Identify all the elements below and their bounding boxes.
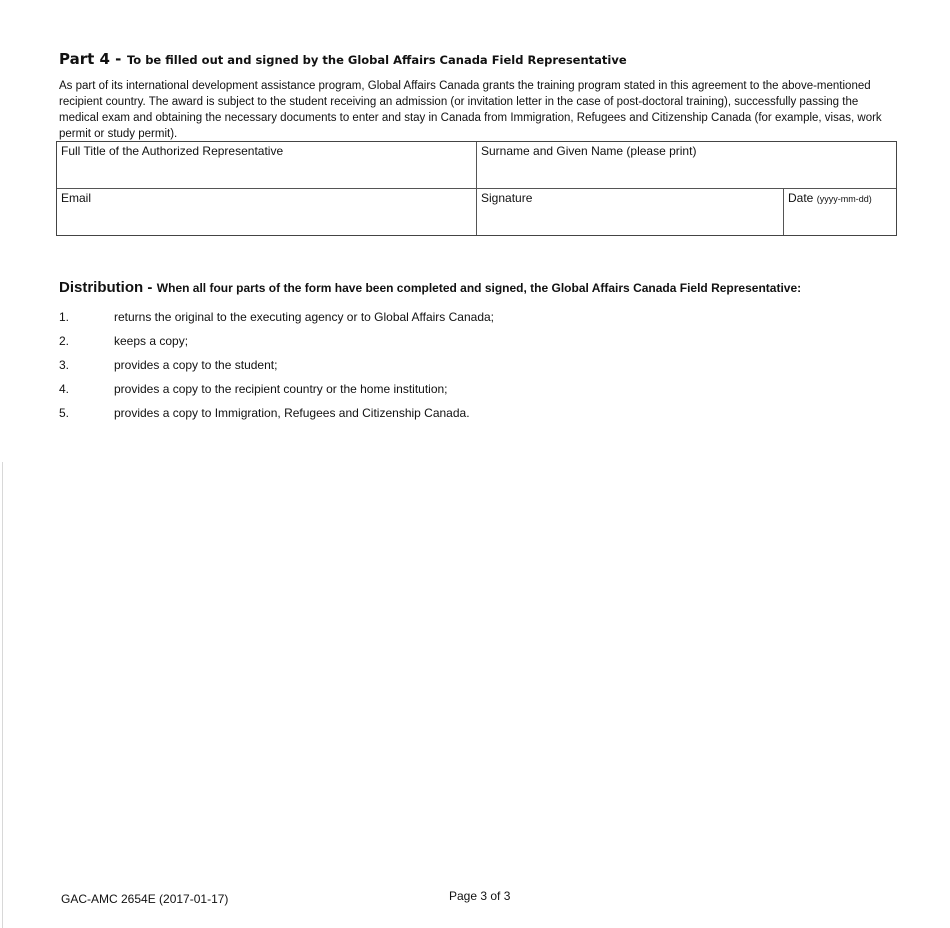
left-margin-rule [2,462,3,928]
list-item [59,310,889,334]
signature-field-label: Signature [481,191,533,205]
list-item-text: keeps a copy; [114,334,189,348]
name-field-label: Surname and Given Name (please print) [481,144,697,158]
list-item [59,406,889,430]
list-item-number: 5. [59,406,70,420]
title-field[interactable] [57,142,476,188]
list-item [59,358,889,382]
list-item [59,334,889,358]
email-field-label: Email [61,191,92,205]
list-item-text: returns the original to the executing agency or to Global Affairs Canada; [114,310,495,324]
signature-field[interactable] [477,189,783,235]
distribution-heading [59,279,801,297]
list-item-number: 4. [59,382,70,396]
list-item-text: provides a copy to Immigration, Refugees and Citizenship Canada. [114,406,470,420]
title-field-label: Full Title of the Authorized Representative [61,144,284,158]
list-item-text: provides a copy to the recipient country or the home institution; [114,382,448,396]
name-field[interactable] [477,142,896,188]
part4-heading [59,49,627,68]
distribution-heading-sub: When all four parts of the form have been completed and signed, the Global Affairs Canada Field Representative: [156,281,802,295]
representative-form-table [56,141,897,236]
list-item-number: 3. [59,358,70,372]
date-format-hint: (yyyy-mm-dd) [816,194,872,204]
list-item-number: 1. [59,310,70,324]
list-item [59,382,889,406]
part4-heading-sub: To be filled out and signed by the Global Affairs Canada Field Representative [126,53,627,67]
distribution-heading-main: Distribution - [59,279,153,296]
part4-heading-main: Part 4 - [59,50,122,68]
date-field-label: Date [788,191,814,205]
list-item-number: 2. [59,334,70,348]
part4-intro-text: As part of its international development assistance program, Global Affairs Canada grants the training program stated in this agreement to the above-mentioned recipient country. The award is subject to the student receiving an admission (or invitation letter in the case of post-doctoral training), successfully passing the medical exam and obtaining the necessary documents to enter and stay in Canada from Immigration, Refugees and Citizenship Canada (for example, visas, work permit or study permit). [59,80,882,140]
form-code: GAC-AMC 2654E (2017-01-17) [61,892,229,906]
distribution-list [59,310,889,430]
date-field[interactable] [784,189,896,235]
page-number: Page 3 of 3 [449,889,511,903]
email-field[interactable] [57,189,476,235]
list-item-text: provides a copy to the student; [114,358,278,372]
